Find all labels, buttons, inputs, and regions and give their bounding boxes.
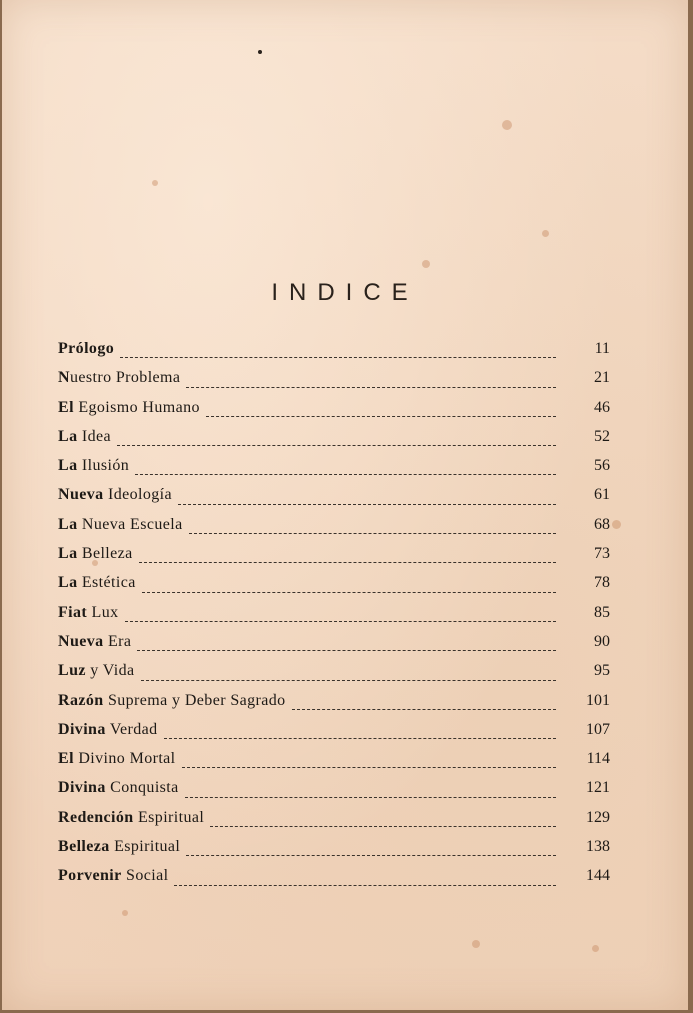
toc-entry [58,574,614,603]
toc-entry-title [58,604,125,622]
toc-entry-title [58,809,210,827]
toc-page-number: 101 [586,691,610,709]
toc-entry-title [58,340,120,358]
toc-entry [58,633,614,662]
toc-entry-title [58,399,206,417]
toc-entry-title-bold: Divina [58,779,106,797]
toc-entry-title-bold: Fiat [58,603,88,621]
toc-entry [58,692,614,721]
dot-leader [137,650,556,651]
toc-entry [58,750,614,779]
toc-entry-title [58,428,117,446]
toc-entry-title [58,867,174,885]
dot-leader [185,797,556,798]
dot-leader [178,504,556,505]
toc-entry-title [58,721,164,739]
toc-entry-title-rest: Belleza [77,545,133,563]
dot-leader [120,357,556,358]
dot-leader [164,738,556,739]
dot-leader [125,621,556,622]
toc-entry-title-bold: Prólogo [58,340,115,357]
toc-entry-title [58,633,137,651]
book-page [2,0,688,1010]
toc-entry-title-rest: Conquista [105,779,179,797]
toc-entry [58,779,614,808]
foxing-spot [472,940,480,948]
toc-entry-title-bold: La [58,574,78,592]
dot-leader [182,767,556,768]
toc-entry-title [58,545,139,563]
dot-leader [135,474,556,475]
toc-entry [58,340,614,369]
toc-page-number: 129 [586,808,610,826]
toc-entry [58,838,614,867]
toc-page-number: 46 [594,398,610,416]
toc-page-number: 21 [594,369,610,387]
toc-entry-title-rest: Nueva Escuela [77,515,183,533]
toc-page-number: 68 [594,515,610,533]
toc-entry [58,369,614,398]
toc-entry-title [58,516,189,534]
toc-entry-title-rest: Espiritual [109,838,181,856]
foxing-spot [422,260,430,268]
toc-entry-title-rest: Ideología [103,486,172,504]
toc-entry [58,604,614,633]
toc-entry-title-bold: El [58,750,74,768]
toc-entry-title [58,692,292,710]
toc-entry [58,399,614,428]
foxing-spot [502,120,512,130]
foxing-spot [592,945,599,952]
toc-entry-title [58,779,185,797]
dot-leader [139,562,556,563]
dot-leader [142,592,556,593]
toc-entry-title [58,574,142,592]
toc-entry-title-rest: Lux [87,603,119,621]
toc-page-number: 85 [594,603,610,621]
toc-entry [58,457,614,486]
dot-leader [189,533,556,534]
dot-leader [186,387,556,388]
toc-entry [58,867,614,896]
toc-entry-title-rest: Idea [77,427,112,445]
toc-entry-title-rest: Era [103,632,132,650]
dot-leader [210,826,556,827]
foxing-spot [122,910,128,916]
toc-entry-title [58,457,135,475]
toc-entry-title-rest: Verdad [105,720,158,738]
toc-page-number: 56 [594,457,610,475]
toc-entry-title-bold: N [58,369,70,387]
toc-page-number: 11 [594,340,610,357]
foxing-spot [152,180,158,186]
toc-entry-title-bold: Belleza [58,838,110,856]
foxing-spot [542,230,549,237]
toc-entry-title-bold: Porvenir [58,867,122,885]
toc-entry [58,428,614,457]
dot-leader [141,680,556,681]
toc-entry-title-bold: Nueva [58,486,104,504]
table-of-contents [58,340,614,897]
toc-entry-title-bold: Razón [58,691,104,709]
toc-entry-title [58,750,182,768]
dot-leader [117,445,556,446]
toc-page-number: 144 [586,867,610,885]
toc-page-number: 114 [586,750,610,768]
toc-entry-title-bold: La [58,545,78,563]
toc-page-number: 52 [594,427,610,445]
toc-entry [58,809,614,838]
toc-page-number: 138 [586,838,610,856]
toc-entry-title [58,486,178,504]
toc-page-number: 107 [586,720,610,738]
toc-entry-title-rest: Estética [77,574,136,592]
toc-entry-title-bold: Nueva [58,632,104,650]
toc-entry [58,486,614,515]
toc-page-number: 90 [594,632,610,650]
toc-entry-title-bold: La [58,515,78,533]
dot-leader [292,709,556,710]
toc-entry-title-bold: La [58,427,78,445]
toc-entry [58,662,614,691]
toc-entry-title-rest: y Vida [85,662,135,680]
toc-entry-title-rest: Ilusión [77,457,130,475]
toc-entry-title-rest: Divino Mortal [73,750,176,768]
toc-entry-title [58,838,186,856]
toc-entry-title-rest: Espiritual [133,808,205,826]
toc-entry-title-rest: uestro Problema [69,369,181,387]
toc-entry-title [58,369,186,387]
toc-page-number: 95 [594,662,610,680]
toc-entry-title-rest: Social [121,867,169,885]
toc-entry-title-rest: Egoismo Humano [73,398,200,416]
toc-page-number: 78 [594,574,610,592]
page-title: INDICE [271,279,419,306]
toc-page-number: 121 [586,779,610,797]
toc-page-number: 61 [594,486,610,504]
toc-entry [58,721,614,750]
toc-entry-title-bold: Redención [58,808,134,826]
toc-entry [58,516,614,545]
toc-entry-title-bold: Luz [58,662,86,680]
dot-leader [186,855,556,856]
toc-entry-title-bold: La [58,457,78,475]
toc-entry-title [58,662,141,680]
dot-leader [206,416,556,417]
toc-entry-title-bold: Divina [58,720,106,738]
toc-entry [58,545,614,574]
dot-leader [174,885,556,886]
toc-page-number: 73 [594,545,610,563]
ink-dot [258,50,262,54]
toc-entry-title-bold: El [58,398,74,416]
toc-entry-title-rest: Suprema y Deber Sagrado [103,691,286,709]
